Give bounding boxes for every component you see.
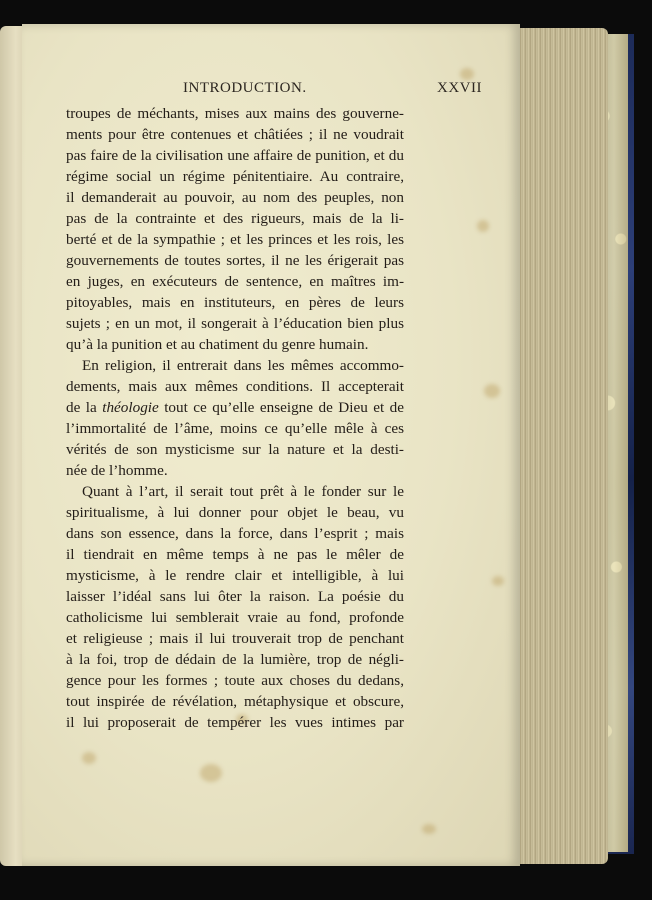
text-line: mysticisme, à le rendre clair et intelligible, à lui [66,567,404,584]
text-line: gence pour les formes ; toute aux choses du dedans, [66,672,404,689]
text-line: En religion, il entrerait dans les mêmes accommo- [82,357,404,374]
text-line: dans son essence, dans la force, dans l’esprit ; mais [66,525,404,542]
page-edges [512,28,608,864]
body-text [66,103,404,733]
text-line: et religieuse ; mais il lui trouverait trop de penchant [66,630,404,647]
text-line: régime social un régime pénitentiaire. Au contraire, [66,168,404,185]
foxing-spot [460,68,474,80]
text-line: tout inspirée de révélation, métaphysique et obscure, [66,693,404,710]
foxing-spot [82,752,96,764]
text-line: ments pour être contenues et châtiées ; il ne voudrait [66,126,404,143]
text-line: pitoyables, mais en instituteurs, en pères de leurs [66,294,404,311]
text-line: pas de la contrainte et des rigueurs, mais de la li- [66,210,404,227]
text-line: l’immortalité de l’âme, moins ce qu’elle mêle à ces [66,420,404,437]
text-line: berté et de la sympathie ; et les princes et les rois, les [66,231,404,248]
text-line: gouvernements de toutes sortes, il ne les érigerait pas [66,252,404,269]
text-line: catholicisme lui semblerait vraie au fond, profonde [66,609,404,626]
foxing-spot [477,220,489,232]
italic-word: théologie [102,399,159,416]
foxing-spot [492,576,504,586]
text-line: qu’à la punition et au chatiment du genre humain. [66,336,369,353]
running-title: INTRODUCTION. [183,80,307,96]
text-line: il demanderait au pouvoir, au nom des peuples, non [66,189,404,206]
text-line: spiritualisme, à lui donner pour objet le beau, vu [66,504,404,521]
page-number: XXVII [437,80,482,96]
foxing-spot [484,384,500,398]
text-line: troupes de méchants, mises aux mains des gouverne- [66,105,404,122]
text-line: pas faire de la civilisation une affaire de punition, et du [66,147,404,164]
foxing-spot [200,764,222,782]
text-line: il tiendrait en même temps à ne pas le mêler de [66,546,404,563]
text-line: en juges, en exécuteurs de sentence, en maîtres im- [66,273,404,290]
text-line: née de l’homme. [66,462,168,479]
foxing-spot [422,824,436,834]
text-line: à la foi, trop de dédain de la lumière, trop de négli- [66,651,404,668]
text-line: sujets ; en un mot, il songerait à l’éducation bien plus [66,315,404,332]
text-line: de la théologie tout ce qu’elle enseigne de Dieu et de [66,399,405,416]
text-line: vérités de son mysticisme sur la nature et la desti- [66,441,404,458]
text-line: dements, mais aux mêmes conditions. Il accepterait [66,378,404,395]
text-line: Quant à l’art, il serait tout prêt à le fonder sur le [82,483,404,500]
text-line: laisser l’idéal sans lui ôter la raison. La poésie du [66,588,404,605]
text-line: il lui proposerait de tempérer les vues intimes par [66,714,404,731]
running-head [68,80,482,100]
